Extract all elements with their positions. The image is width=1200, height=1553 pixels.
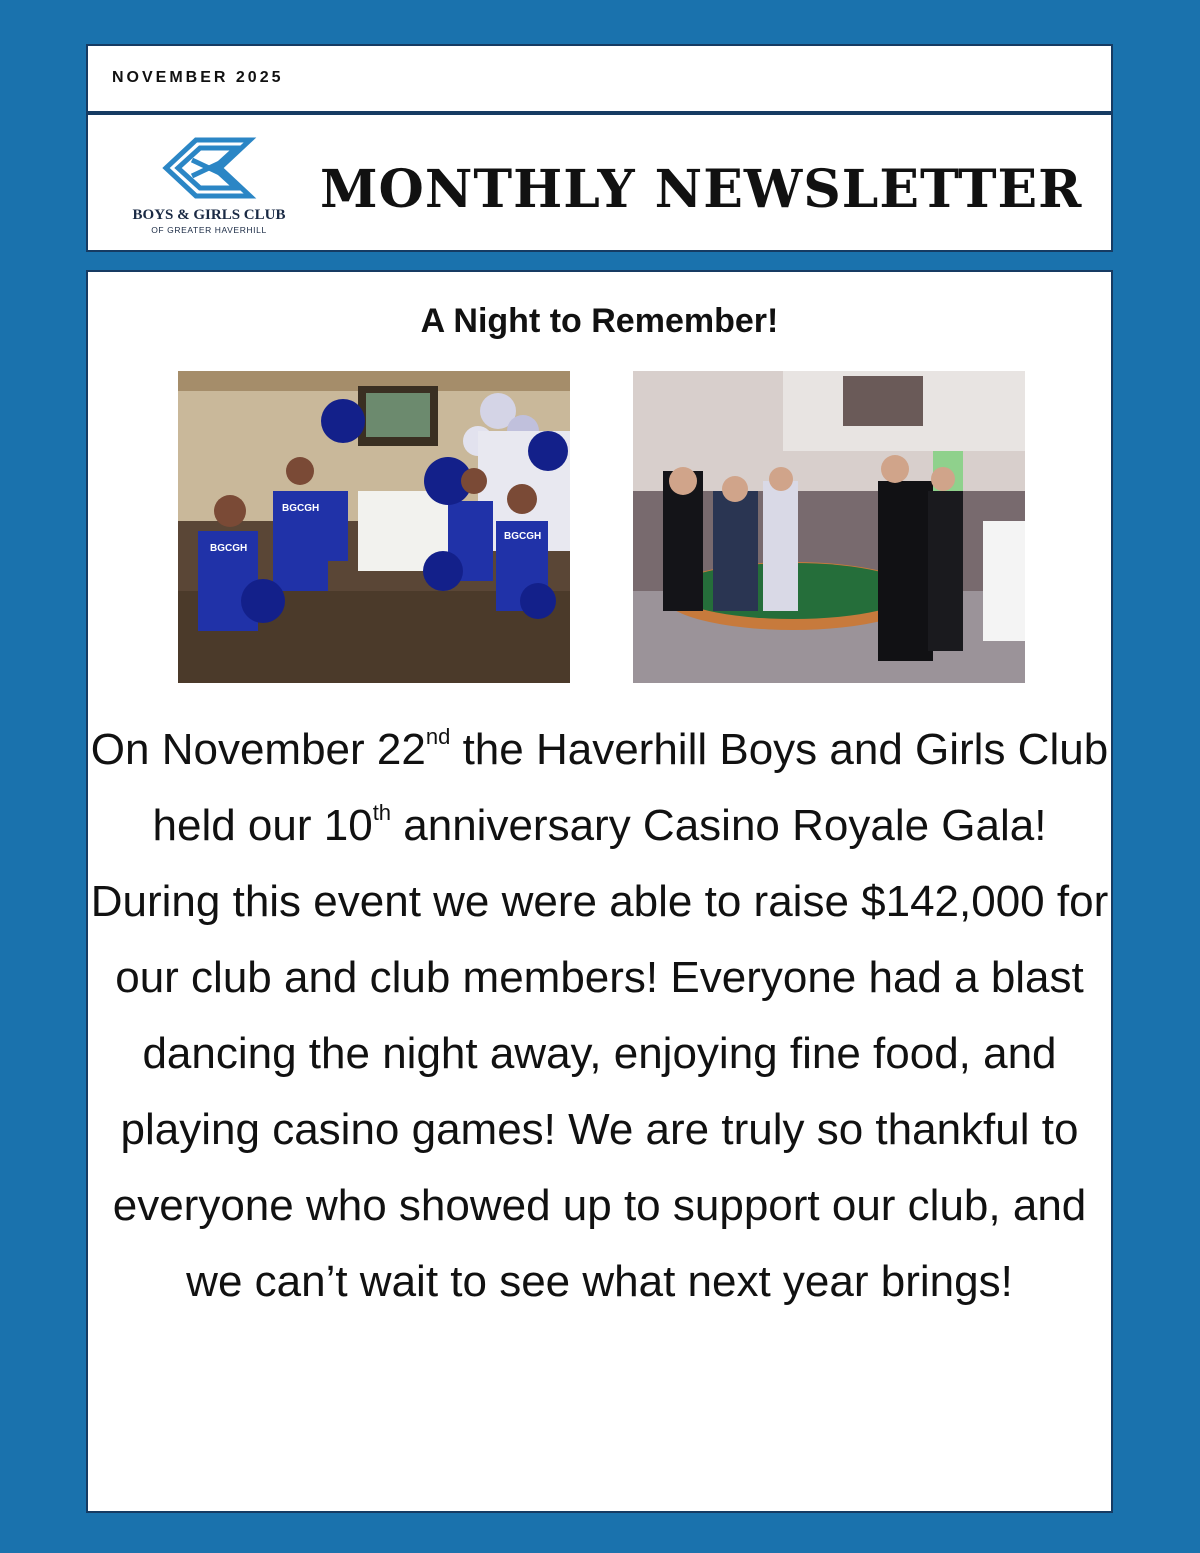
date-bar [86, 44, 1113, 113]
boys-girls-club-logo-icon [152, 135, 264, 201]
newsletter-title: MONTHLY NEWSLETTER [320, 159, 1083, 220]
shirt-text-right: BGCGH [504, 531, 542, 542]
article-headline: A Night to Remember! [420, 302, 779, 340]
logo-org-subtitle: OF GREATER HAVERHILL [151, 225, 267, 235]
issue-date: NOVEMBER 2025 [112, 69, 284, 86]
casino-roulette-photo [633, 371, 1025, 683]
shirt-text-left: BGCGH [210, 543, 248, 554]
club-logo [118, 135, 298, 235]
body-sup-nd: nd [425, 724, 451, 749]
article-body [88, 712, 1111, 1320]
cheerleaders-photo [178, 371, 570, 683]
logo-org-name: BOYS & GIRLS CLUB [132, 207, 286, 223]
body-text-1: On November 22 [90, 725, 426, 774]
shirt-text-center: BGCGH [282, 503, 320, 514]
article-panel [86, 270, 1113, 1513]
body-sup-th: th [372, 800, 392, 825]
body-text-3: anniversary Casino Royale Gala! During this event we were able to raise $142,000 for our club and club members! Everyone had a blast dancing the night away, enjoying fine food, and playing casino games! We are truly so thankful to everyone who showed up to support our club, and we can’t wait to see what next year brings! [90, 801, 1109, 1306]
newsletter-header [86, 113, 1113, 252]
body-text-2: the Haverhill Boys and Girls Club held our 10 [152, 725, 1109, 850]
